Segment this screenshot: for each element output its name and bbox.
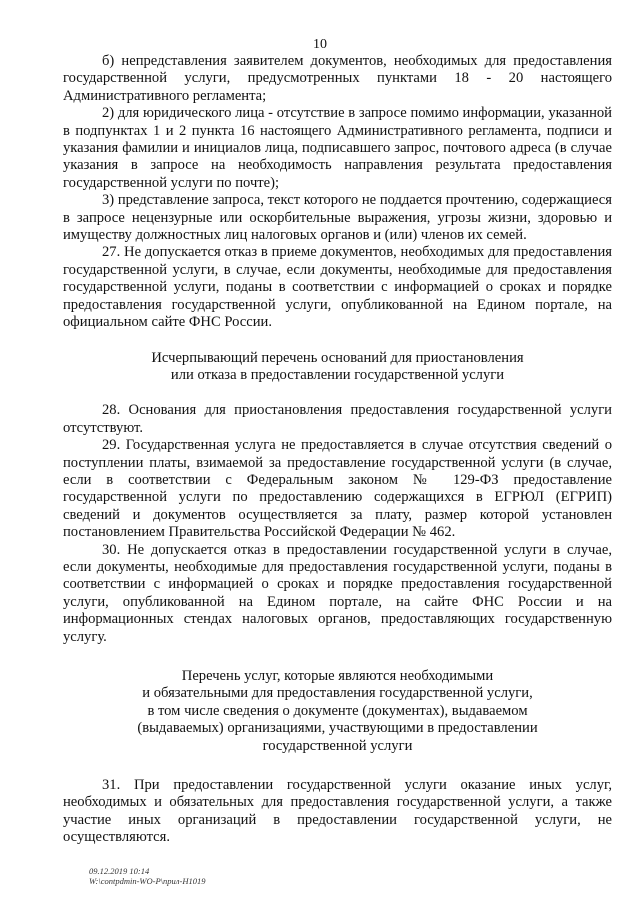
heading-line: (выдаваемых) организациями, участвующими в предоставлении (137, 720, 538, 737)
heading-line: Исчерпывающий перечень оснований для приостановления (151, 349, 524, 366)
paragraph-28: 28. Основания для приостановления предоставления государственной услуги отсутствуют. (63, 402, 612, 436)
heading-line: и обязательными для предоставления государственной услуги, (142, 685, 533, 702)
paragraph-2: 2) для юридического лица - отсутствие в запросе помимо информации, указанной в подпунктах 1 и 2 пункта 16 настоящего Административного регламента, подписи и указания фамилии и инициалов лица, подписавшего запрос, почтового адреса (в случае указания в запросе на необходимость направления результата предоставления государственной услуги по почте); (63, 105, 612, 191)
heading-line: Перечень услуг, которые являются необходимыми (181, 668, 494, 684)
heading-line: государственной услуги (262, 737, 413, 754)
paragraph-b: б) непредставления заявителем документов, необходимых для предоставления государственной услуги, предусмотренных пунктами 18 - 20 настоящего Административного регламента; (63, 53, 612, 104)
paragraph-29: 29. Государственная услуга не предоставляется в случае отсутствия сведений о поступлении платы, взимаемой за предоставление государственной услуги (в случае, если в соответствии с Федеральным законом № 129-ФЗ предоставление государственной услуги по предоставлению содержащихся в ЕГРЮЛ (ЕГРИП) сведений и документов осуществляется за плату, размер которой установлен постановлением Правительства Российской Федерации № 462. (63, 437, 612, 541)
paragraph-3: 3) представление запроса, текст которого не поддается прочтению, содержащиеся в запросе нецензурные или оскорбительные выражения, угрозы жизни, здоровью и имуществу должностных лиц налоговых органов и (или) членов их семей. (63, 192, 612, 244)
paragraph-31: 31. При предоставлении государственной услуги оказание иных услуг, необходимых и обязательных для предоставления государственной услуги, а также участие иных организаций в предоставлении государственной услуги, не осуществляются. (63, 777, 612, 846)
page-number: 10 (313, 37, 327, 52)
section-heading-required-services (63, 668, 612, 755)
heading-line: в том числе сведения о документе (документах), выдаваемом (147, 702, 528, 719)
footer-stamp (89, 866, 205, 886)
section-heading-suspension (63, 350, 612, 385)
footer-date: 09.12.2019 10:14 (89, 866, 150, 876)
paragraph-30: 30. Не допускается отказ в предоставлении государственной услуги в случае, если документы, необходимые для предоставления государственной услуги, поданы в соответствии с информацией о сроках и порядке предоставления государственной услуги, опубликованной на Едином портале, на сайте ФНС России и на информационных стендах налоговых органов, предоставляющих государственную услугу. (63, 541, 612, 645)
footer-path: W:\contpdmin-WO-P\прил-H1019 (89, 876, 206, 886)
heading-line: или отказа в предоставлении государственной услуги (170, 366, 505, 383)
paragraph-27: 27. Не допускается отказ в приеме документов, необходимых для предоставления государственной услуги, в случае, если документы, необходимые для предоставления государственной услуги, поданы в соответствии с информацией о сроках и порядке предоставления государственной услуги, опубликованной на Едином портале, на официальном сайте ФНС России. (63, 244, 612, 331)
document-body (63, 53, 612, 847)
